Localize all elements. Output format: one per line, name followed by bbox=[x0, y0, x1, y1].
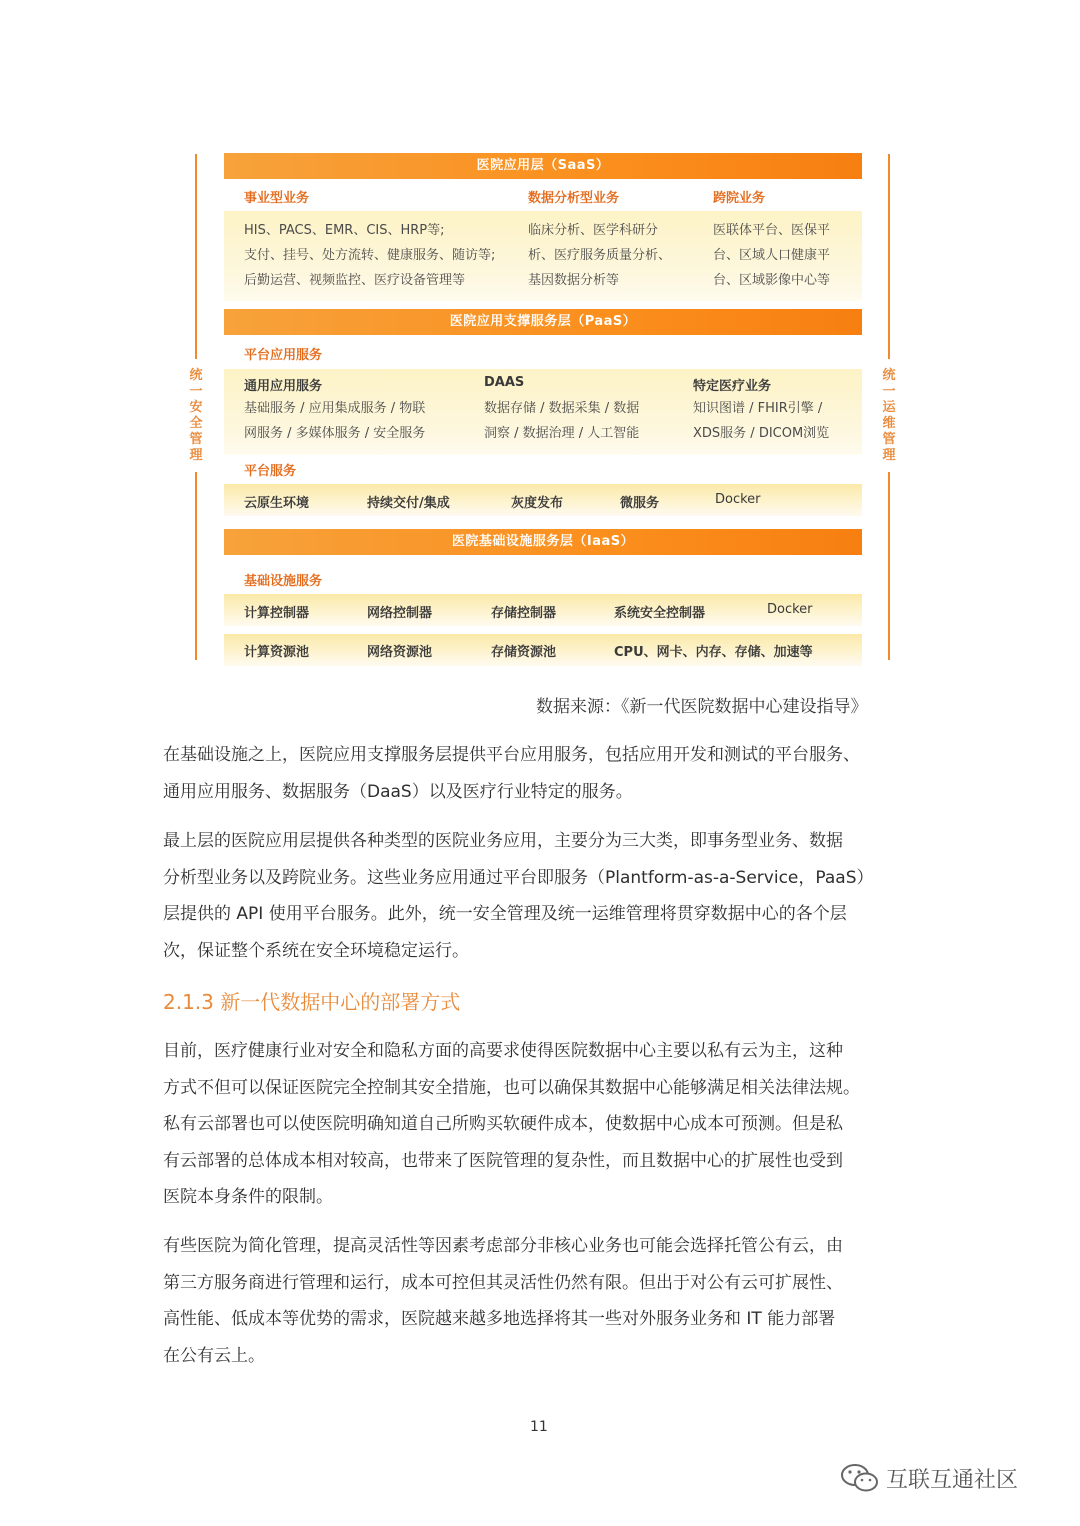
paragraph-line: 医院本身条件的限制。 bbox=[163, 1187, 333, 1207]
infra-row1-item: Docker bbox=[767, 602, 813, 617]
paragraph-1 bbox=[163, 737, 933, 810]
saas-col3-line3: 台、区域影像中心等 bbox=[713, 273, 831, 288]
paas-col2-line2: 洞察 / 数据治理 / 人工智能 bbox=[484, 426, 640, 441]
saas-col1-line2: 支付、挂号、处方流转、健康服务、随访等; bbox=[244, 248, 496, 263]
paas-col1-title: 通用应用服务 bbox=[244, 379, 323, 394]
paragraph-line: 私有云部署也可以使医院明确知道自己所购买软硬件成本，使数据中心成本可预测。但是私 bbox=[163, 1114, 843, 1134]
infra-row1-item: 系统安全控制器 bbox=[614, 606, 706, 621]
left-side-line bbox=[195, 154, 197, 359]
paragraph-line: 第三方服务商进行管理和运行，成本可控但其灵活性仍然有限。但出于对公有云可扩展性、 bbox=[163, 1272, 843, 1293]
saas-band: 医院应用层（SaaS） bbox=[224, 153, 862, 179]
infra-title: 基础设施服务 bbox=[244, 574, 323, 589]
saas-col1-title: 事业型业务 bbox=[244, 191, 310, 206]
paragraph-line: 在公有云上。 bbox=[163, 1345, 265, 1366]
paragraph-line: 通用应用服务、数据服务（DaaS）以及医疗行业特定的服务。 bbox=[163, 781, 633, 802]
paas-band: 医院应用支撑服务层（PaaS） bbox=[224, 309, 862, 335]
saas-col3-line1: 医联体平台、医保平 bbox=[713, 223, 831, 238]
platform-app-title: 平台应用服务 bbox=[244, 348, 323, 363]
saas-col3-title: 跨院业务 bbox=[713, 191, 766, 206]
paragraph-line: 有些医院为简化管理，提高灵活性等因素考虑部分非核心业务也可能会选择托管公有云，由 bbox=[163, 1236, 843, 1256]
paragraph-line: 层提供的 API 使用平台服务。此外，统一安全管理及统一运维管理将贯穿数据中心的各个层 bbox=[163, 904, 847, 924]
saas-col1-line1: HIS、PACS、EMR、CIS、HRP等; bbox=[244, 223, 445, 238]
paragraph-line: 有云部署的总体成本相对较高，也带来了医院管理的复杂性，而且数据中心的扩展性也受到 bbox=[163, 1150, 843, 1171]
infra-row2-item: CPU、网卡、内存、存储、加速等 bbox=[614, 645, 813, 660]
paragraph-line: 次，保证整个系统在安全环境稳定运行。 bbox=[163, 940, 469, 961]
platform-service-item: Docker bbox=[715, 492, 761, 507]
infra-row2-item: 网络资源池 bbox=[367, 645, 433, 660]
paragraph-line: 分析型业务以及跨院业务。这些业务应用通过平台即服务（Plantform-as-a-Service，PaaS） bbox=[163, 867, 874, 888]
platform-service-item: 灰度发布 bbox=[511, 496, 564, 511]
paragraph-line: 方式不但可以保证医院完全控制其安全措施，也可以确保其数据中心能够满足相关法律法规。 bbox=[163, 1077, 860, 1098]
figure-source: 数据来源：《新一代医院数据中心建设指导》 bbox=[536, 697, 868, 717]
paas-col1-line2: 网服务 / 多媒体服务 / 安全服务 bbox=[244, 426, 426, 441]
infra-row2-item: 计算资源池 bbox=[244, 645, 310, 660]
infra-row1-item: 计算控制器 bbox=[244, 606, 310, 621]
wechat-icon bbox=[840, 1462, 880, 1494]
platform-service-title: 平台服务 bbox=[244, 464, 297, 479]
right-side-line-lower bbox=[888, 472, 890, 660]
watermark bbox=[840, 1462, 1018, 1494]
platform-service-item: 云原生环境 bbox=[244, 496, 310, 511]
platform-service-item: 持续交付/集成 bbox=[367, 496, 450, 511]
paragraph-3 bbox=[163, 1033, 933, 1216]
saas-col2-line2: 析、医疗服务质量分析、 bbox=[528, 248, 672, 263]
paas-col2-title: DAAS bbox=[484, 375, 525, 390]
paragraph-line: 在基础设施之上，医院应用支撑服务层提供平台应用服务，包括应用开发和测试的平台服务、 bbox=[163, 745, 860, 765]
left-side-line-lower bbox=[195, 472, 197, 660]
paas-col1-line1: 基础服务 / 应用集成服务 / 物联 bbox=[244, 401, 426, 416]
infra-row1-item: 网络控制器 bbox=[367, 606, 433, 621]
right-side-label: 统一运维管理 bbox=[882, 368, 896, 463]
watermark-text: 互联互通社区 bbox=[886, 1467, 1019, 1493]
paas-col3-line1: 知识图谱 / FHIR引擎 / bbox=[693, 401, 823, 416]
paas-col3-title: 特定医疗业务 bbox=[693, 379, 772, 394]
section-heading: 2.1.3 新一代数据中心的部署方式 bbox=[163, 990, 461, 1014]
infra-row2-item: 存储资源池 bbox=[491, 645, 557, 660]
infra-row1-item: 存储控制器 bbox=[491, 606, 557, 621]
paas-col3-line2: XDS服务 / DICOM浏览 bbox=[693, 426, 830, 441]
saas-col1-line3: 后勤运营、视频监控、医疗设备管理等 bbox=[244, 273, 466, 288]
paragraph-line: 目前，医疗健康行业对安全和隐私方面的高要求使得医院数据中心主要以私有云为主，这种 bbox=[163, 1041, 843, 1061]
saas-col2-title: 数据分析型业务 bbox=[528, 191, 620, 206]
page-number: 11 bbox=[530, 1419, 548, 1435]
paragraph-2 bbox=[163, 823, 933, 969]
left-side-label: 统一安全管理 bbox=[189, 368, 203, 463]
saas-col2-line3: 基因数据分析等 bbox=[528, 273, 620, 288]
saas-col3-line2: 台、区域人口健康平 bbox=[713, 248, 831, 263]
saas-col2-line1: 临床分析、医学科研分 bbox=[528, 223, 659, 238]
iaas-band: 医院基础设施服务层（IaaS） bbox=[224, 529, 862, 555]
paragraph-line: 高性能、低成本等优势的需求，医院越来越多地选择将其一些对外服务业务和 IT 能力部署 bbox=[163, 1309, 836, 1329]
paas-col2-line1: 数据存储 / 数据采集 / 数据 bbox=[484, 401, 640, 416]
platform-service-item: 微服务 bbox=[620, 496, 660, 511]
right-side-line bbox=[888, 154, 890, 359]
paragraph-4 bbox=[163, 1228, 933, 1374]
paragraph-line: 最上层的医院应用层提供各种类型的医院业务应用，主要分为三大类，即事务型业务、数据 bbox=[163, 831, 843, 851]
